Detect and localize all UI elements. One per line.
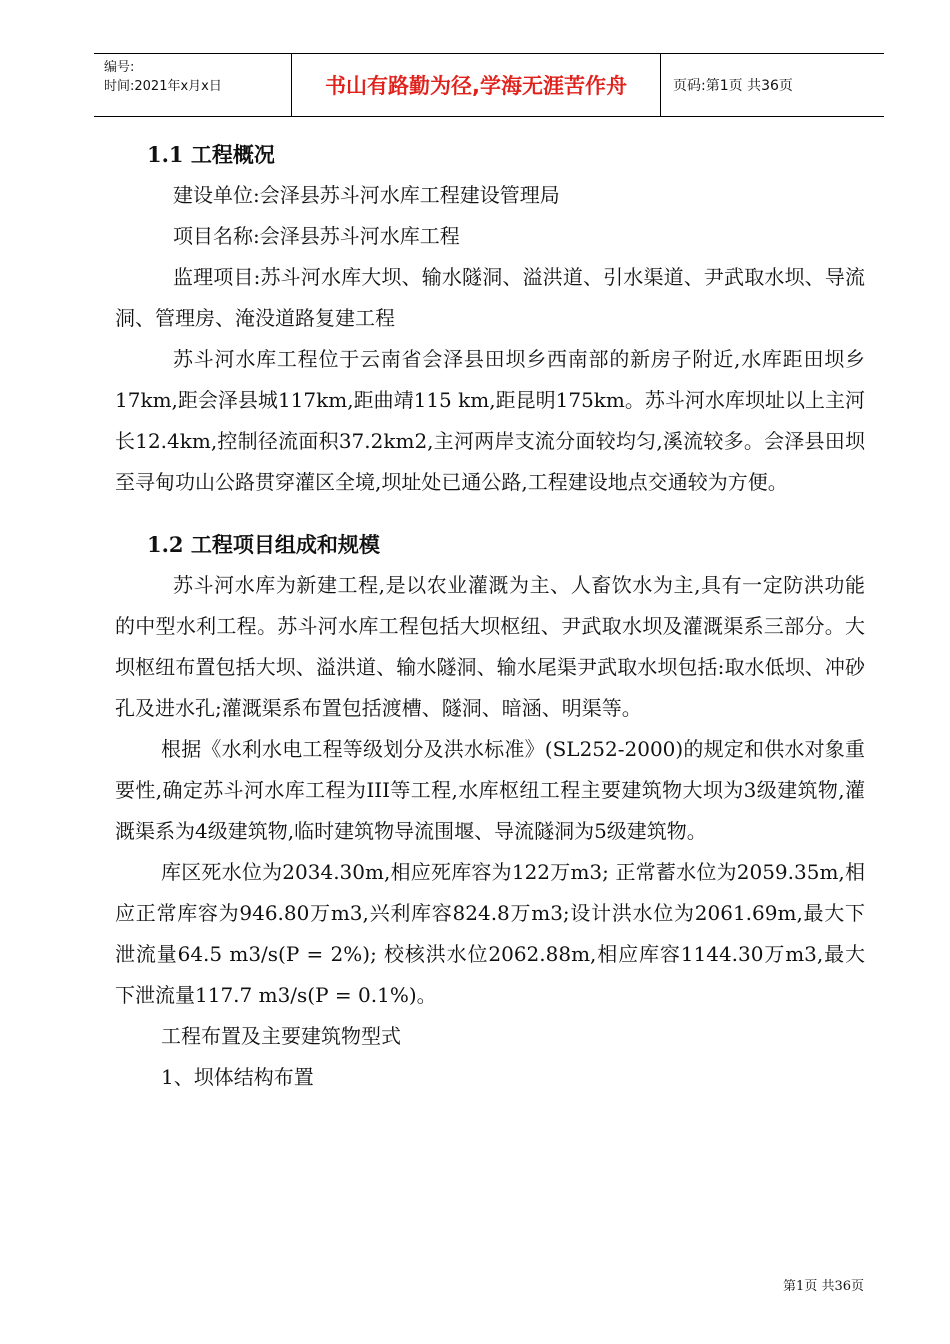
paragraph: 库区死水位为2034.30m,相应死库容为122万m3; 正常蓄水位为2059.35m,相应正常库容为946.80万m3,兴利库容824.8万m3;设计洪水位为2061.69m,最大下泄流量64.5 m3/s(P = 2%); 校核洪水位2062.88m,相应库容1144.30万m3,最大下泄流量117.7 m3/s(P = 0.1%)。 <box>115 860 865 1007</box>
page-header <box>94 53 884 117</box>
paragraph: 工程布置及主要建筑物型式 <box>161 1024 401 1048</box>
header-motto: 书山有路勤为径,学海无涯苦作舟 <box>292 54 661 116</box>
section-heading: 1.2 工程项目组成和规模 <box>147 532 380 557</box>
paragraph: 监理项目:苏斗河水库大坝、输水隧洞、溢洪道、引水渠道、尹武取水坝、导流洞、管理房、淹没道路复建工程 <box>115 265 865 330</box>
paragraph: 苏斗河水库为新建工程,是以农业灌溉为主、人畜饮水为主,具有一定防洪功能的中型水利工程。苏斗河水库工程包括大坝枢纽、尹武取水坝及灌溉渠系三部分。大坝枢纽布置包括大坝、溢洪道、输水隧洞、输水尾渠尹武取水坝包括:取水低坝、冲砂孔及进水孔;灌溉渠系布置包括渡槽、隧洞、暗涵、明渠等。 <box>115 573 865 720</box>
page-footer: 第1页 共36页 <box>783 1279 864 1294</box>
paragraph: 建设单位:会泽县苏斗河水库工程建设管理局 <box>173 183 560 207</box>
document-body <box>115 135 865 1098</box>
time-label: 时间:2021年x月x日 <box>104 79 222 94</box>
paragraph: 项目名称:会泽县苏斗河水库工程 <box>173 224 460 248</box>
paragraph: 1、坝体结构布置 <box>161 1065 314 1089</box>
paragraph: 苏斗河水库工程位于云南省会泽县田坝乡西南部的新房子附近,水库距田坝乡17km,距会泽县城117km,距曲靖115 km,距昆明175km。苏斗河水库坝址以上主河长12.4km,控制径流面积37.2km2,主河两岸支流分面较均匀,溪流较多。会泽县田坝至寻甸功山公路贯穿灌区全境,坝址处已通公路,工程建设地点交通较为方便。 <box>115 347 865 494</box>
section-heading: 1.1 工程概况 <box>147 142 275 167</box>
header-meta <box>94 54 292 116</box>
paragraph: 根据《水利水电工程等级划分及洪水标准》(SL252-2000)的规定和供水对象重要性,确定苏斗河水库工程为III等工程,水库枢纽工程主要建筑物大坝为3级建筑物,灌溉渠系为4级建筑物,临时建筑物导流围堰、导流隧洞为5级建筑物。 <box>115 737 865 843</box>
number-label: 编号: <box>104 60 135 75</box>
header-page-number: 页码:第1页 共36页 <box>673 78 793 94</box>
